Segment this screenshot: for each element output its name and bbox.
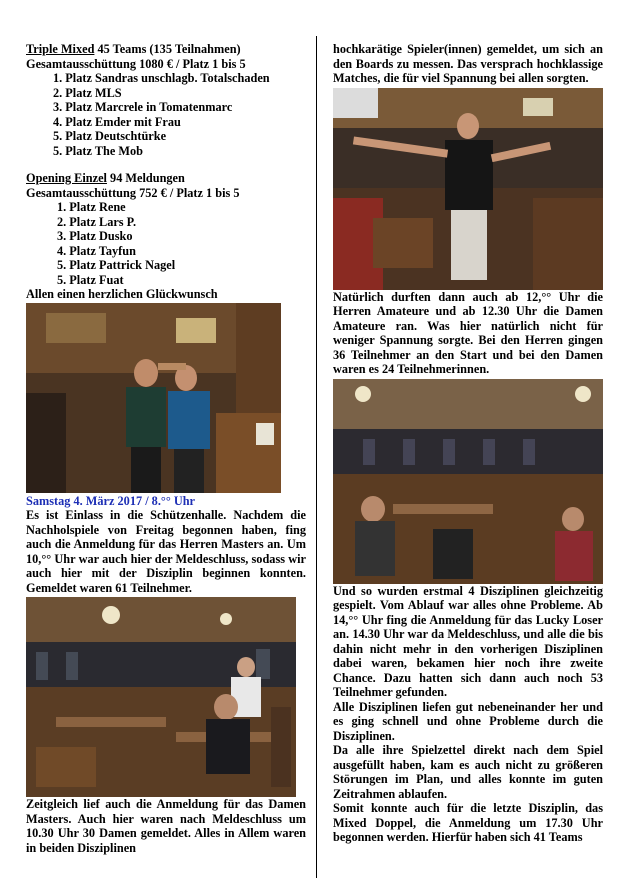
triple-mixed-results	[26, 71, 306, 158]
result-item: 4. Platz Tayfun	[57, 243, 136, 258]
right-paragraph-5: Da alle ihre Spielzettel direkt nach dem Spiel ausgefüllt haben, kam es auch nicht zu größeren Störungen im Plan, und alles konnte im guten Zeitrahmen ablaufen.	[333, 743, 603, 801]
opening-single-heading	[26, 171, 306, 186]
column-divider	[316, 36, 317, 878]
result-item: 5. Platz Pattrick Nagel	[57, 258, 176, 272]
result-item: 3. Platz Marcrele in Tomatenmarc	[53, 100, 233, 114]
photo-player-throwing	[333, 88, 603, 290]
result-item: 5. Platz Deutschtürke	[53, 129, 167, 143]
result-item: 5. Platz The Mob	[53, 143, 143, 158]
photo-hall-overview	[333, 379, 603, 584]
right-paragraph-3: Und so wurden erstmal 4 Disziplinen gleichzeitig gespielt. Vom Ablauf war alles ohne Probleme. Ab 14,°° Uhr fing die Anmeldung für das Lucky Loser an. 14.30 Uhr war da Meldeschluss, und alle die bis dahin nicht mehr in den vorherigen Disziplinen dabei waren, bekamen hier noch ihre zweite Chance. Dazu hatten sich dann auch noch 53 Teilnehmer gefunden.	[333, 583, 603, 699]
triple-mixed-subtitle: 45 Teams (135 Teilnahmen)	[94, 42, 241, 56]
left-column	[26, 42, 306, 855]
right-column	[333, 42, 603, 845]
result-item: 5. Platz Fuat	[57, 272, 124, 287]
saturday-paragraph-2: Zeitgleich lief auch die Anmeldung für das Damen Masters. Auch hier waren nach Meldeschluss um 10.30 Uhr 30 Damen gemeldet. Alles in Allem waren in beiden Disziplinen	[26, 797, 306, 855]
result-item: 1. Platz Rene	[57, 200, 126, 214]
opening-single-payout: Gesamtausschüttung 752 € / Platz 1 bis 5	[26, 185, 240, 200]
result-item: 4. Platz Emder mit Frau	[53, 114, 181, 129]
result-item: 2. Platz Lars P.	[57, 214, 137, 229]
triple-mixed-title: Triple Mixed	[26, 42, 95, 56]
photo-players-celebrating	[26, 303, 281, 493]
result-item: 3. Platz Dusko	[57, 229, 133, 243]
right-paragraph-2: Natürlich durften dann auch ab 12,°° Uhr die Herren Amateure und ab 12.30 Uhr die Damen Amateure ran. Was hier natürlich nicht für weniger Spannung sorgte. Bei den Herren gingen 36 Teilnehmer an den Start und bei den Damen waren es 24 Teilnehmerinnen.	[333, 289, 603, 376]
right-paragraph-4: Alle Disziplinen liefen gut nebeneinander her und es ging schnell und ohne Probleme durch die Disziplinen.	[333, 699, 603, 743]
photo-hall-tables	[26, 597, 296, 797]
congratulations: Allen einen herzlichen Glückwunsch	[26, 287, 218, 301]
triple-mixed-payout: Gesamtausschüttung 1080 € / Platz 1 bis 5	[26, 56, 246, 71]
opening-single-subtitle: 94 Meldungen	[106, 171, 185, 185]
result-item: 2. Platz MLS	[53, 85, 122, 100]
saturday-paragraph-1: Es ist Einlass in die Schützenhalle. Nachdem die Nachholspiele von Freitag begonnen haben, fing auch die Anmeldung für das Herren Masters an. Um 10,°° Uhr war auch hier der Meldeschluss, sodass wir auch hier mit der Disziplin beginnen konnten. Gemeldet waren 61 Teilnehmer.	[26, 508, 306, 595]
right-paragraph-1: hochkarätige Spieler(innen) gemeldet, um sich an den Boards zu messen. Das versprach hochklassige Matches, die für viel Spannung bei allen sorgten.	[333, 42, 603, 85]
saturday-date-heading: Samstag 4. März 2017 / 8.°° Uhr	[26, 493, 195, 508]
result-item: 1. Platz Sandras unschlagb. Totalschaden	[53, 71, 270, 85]
opening-single-results	[26, 200, 306, 287]
triple-mixed-heading	[26, 42, 306, 57]
right-paragraph-6: Somit konnte auch für die letzte Disziplin, das Mixed Doppel, die Anmeldung um 17.30 Uhr begonnen werden. Hierfür haben sich 41 Teams	[333, 801, 603, 844]
opening-single-title: Opening Einzel	[26, 171, 107, 185]
